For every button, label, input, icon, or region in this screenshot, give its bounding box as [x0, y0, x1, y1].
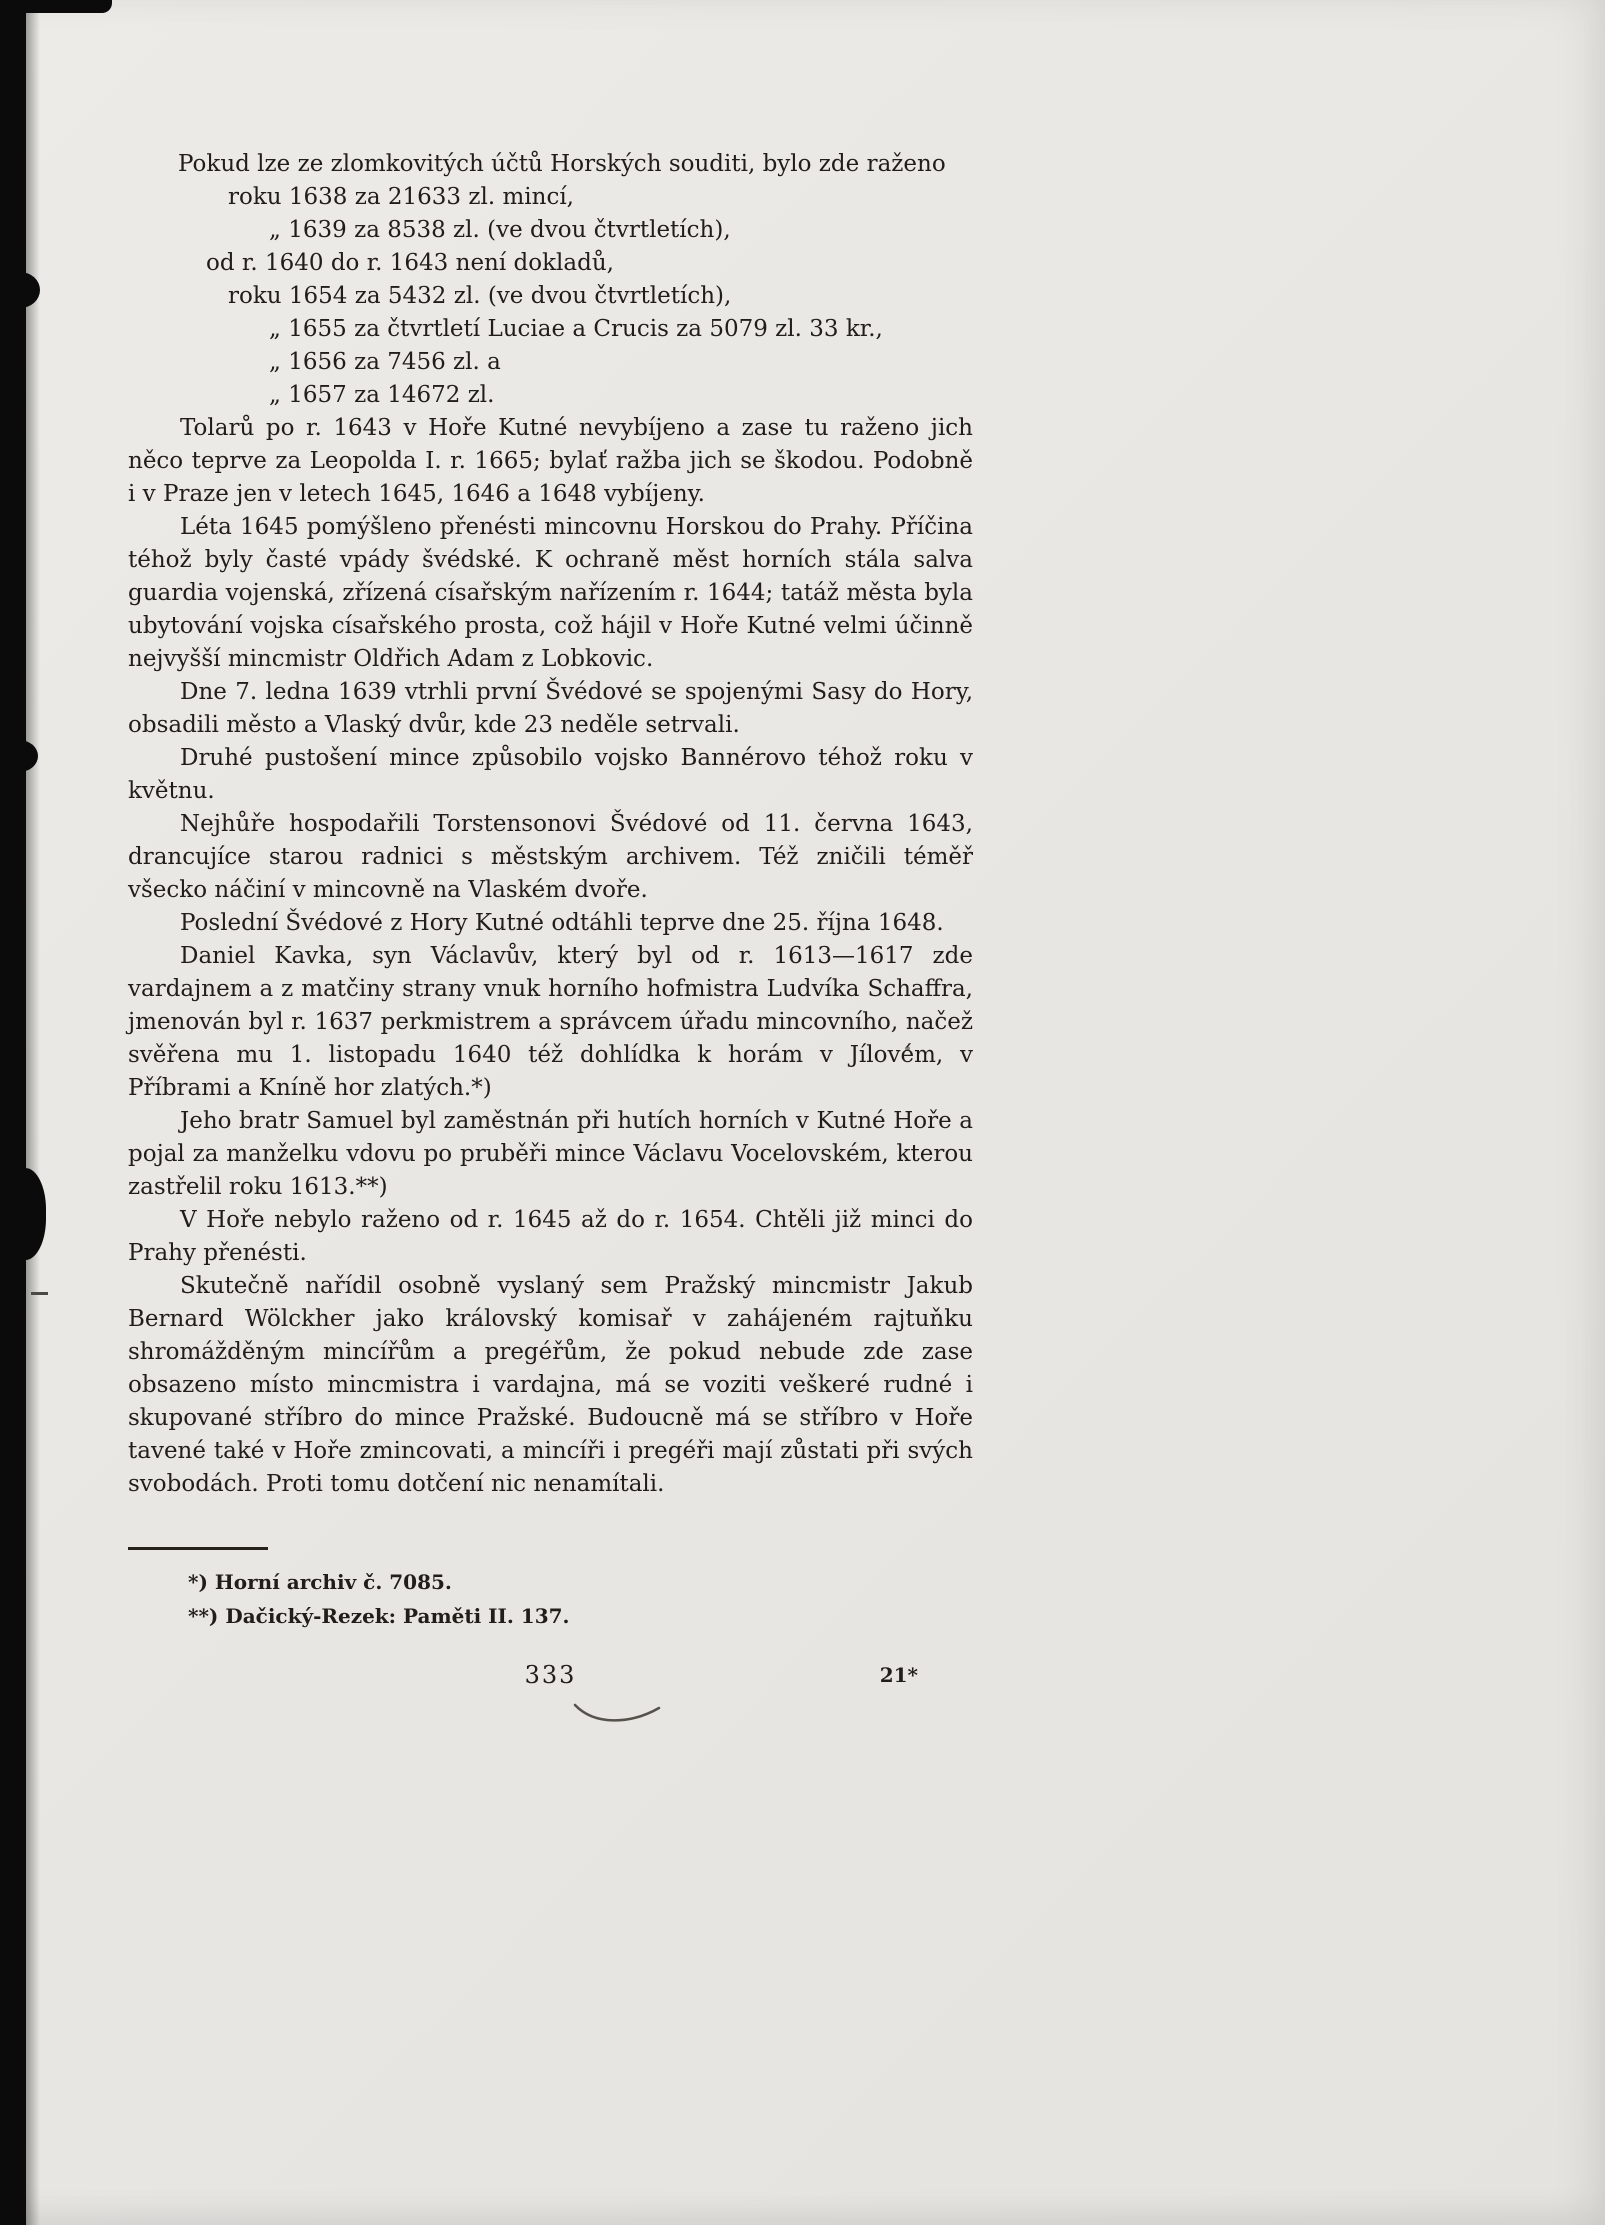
scan-artifact-left-edge [0, 0, 26, 2225]
summary-line: roku 1638 za 21633 zl. mincí, [228, 184, 574, 210]
scan-artifact-bump [0, 740, 38, 772]
text-block [128, 148, 973, 1729]
scan-artifact-edge-shadow [26, 0, 40, 2225]
page-footer [128, 1659, 973, 1729]
mintage-summary [128, 148, 973, 412]
summary-line: od r. 1640 do r. 1643 není dokladů, [206, 250, 614, 276]
summary-line: „ 1657 za 14672 zl. [269, 382, 495, 408]
page-number: 333 [524, 1661, 577, 1689]
scan-artifact-bump [0, 272, 40, 308]
summary-line: „ 1655 za čtvrtletí Luciae a Crucis za 5079 zl. 33 kr., [269, 316, 883, 342]
paragraph: V Hoře nebylo raženo od r. 1645 až do r. 1654. Chtěli již minci do Prahy přenésti. [128, 1207, 973, 1266]
summary-line: roku 1654 za 5432 zl. (ve dvou čtvrtletích), [228, 283, 732, 309]
scan-artifact-top-corner [0, 0, 112, 13]
paragraph: Léta 1645 pomýšleno přenésti mincovnu Horskou do Prahy. Příčina téhož byly časté vpády švédské. K ochraně měst horních stála salva guardia vojenská, zřízená císařským nařízením r. 1644; tatáž města byla ubytování vojska císařského prosta, což hájil v Hoře Kutné velmi účinně nejvyšší mincmistr Oldřich Adam z Lobkovic. [128, 514, 973, 672]
scan-artifact-margin-dash [31, 1292, 48, 1295]
summary-line: „ 1656 za 7456 zl. a [269, 349, 501, 375]
paragraph: Daniel Kavka, syn Václavův, který byl od r. 1613—1617 zde vardajnem a z matčiny strany vnuk horního hofmistra Ludvíka Schaffra, jmenován byl r. 1637 perkmistrem a správcem úřadu mincovního, načež svěřena mu 1. listopadu 1640 též dohlídka k horám v Jílovém, v Příbrami a Kníně hor zlatých.*) [128, 943, 973, 1101]
summary-intro: Pokud lze ze zlomkovitých účtů Horských souditi, bylo zde raženo [178, 151, 946, 177]
paragraph: Jeho bratr Samuel byl zaměstnán při hutích horních v Kutné Hoře a pojal za manželku vdovu po pruběři mince Václavu Vocelovském, kterou zastřelil roku 1613.**) [128, 1108, 973, 1200]
signature-mark: 21* [879, 1663, 918, 1687]
paragraph: Dne 7. ledna 1639 vtrhli první Švédové se spojenými Sasy do Hory, obsadili město a Vlaský dvůr, kde 23 neděle setrvali. [128, 679, 973, 738]
pen-stroke-artifact [573, 1699, 663, 1729]
paragraph: Skutečně nařídil osobně vyslaný sem Pražský mincmistr Jakub Bernard Wölckher jako královský komisař v zahájeném rajtuňku shromážděným mincířům a pregéřům, že pokud nebude zde zase obsazeno místo mincmistra i vardajna, má se voziti veškeré rudné i skupované stříbro do mince Pražské. Budoucně má se stříbro v Hoře tavené také v Hoře zmincovati, a mincíři i pregéři mají zůstati při svých svobodách. Proti tomu dotčení nic nenamítali. [128, 1273, 973, 1497]
paragraph: Nejhůře hospodařili Torstensonovi Švédové od 11. června 1643, drancujíce starou radnici s městským archivem. Též zničili téměř všecko náčiní v mincovně na Vlaském dvoře. [128, 811, 973, 903]
summary-line: „ 1639 za 8538 zl. (ve dvou čtvrtletích), [269, 217, 731, 243]
footnote: *) Horní archiv č. 7085. [188, 1570, 452, 1594]
paragraph: Poslední Švédové z Hory Kutné odtáhli teprve dne 25. října 1648. [180, 910, 944, 936]
paragraph: Tolarů po r. 1643 v Hoře Kutné nevybíjeno a zase tu raženo jich něco teprve za Leopolda I. r. 1665; bylať ražba jich se škodou. Podobně i v Praze jen v letech 1645, 1646 a 1648 vybíjeny. [128, 415, 973, 507]
footnote: **) Dačický-Rezek: Paměti II. 137. [188, 1604, 570, 1628]
footnote-separator [128, 1547, 268, 1550]
paragraph: Druhé pustošení mince způsobilo vojsko Bannérovo téhož roku v květnu. [128, 745, 973, 804]
scan-artifact-bump [0, 1168, 46, 1260]
